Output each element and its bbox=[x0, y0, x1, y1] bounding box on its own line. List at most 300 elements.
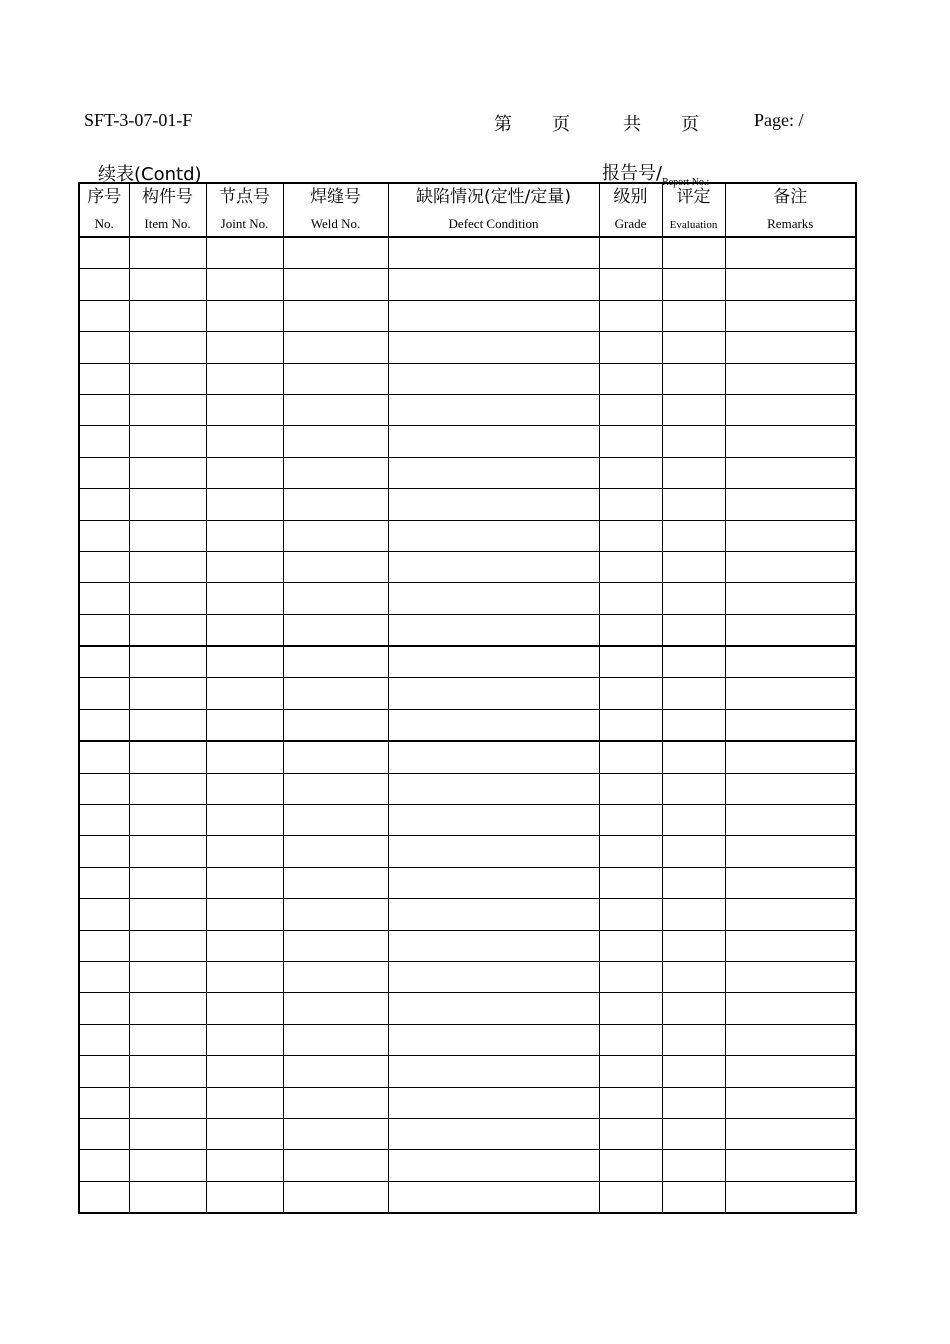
cell-joint-no[interactable] bbox=[206, 583, 283, 614]
cell-evaluation[interactable] bbox=[662, 1056, 725, 1087]
cell-weld-no[interactable] bbox=[283, 269, 388, 300]
cell-defect-condition[interactable] bbox=[388, 961, 599, 992]
cell-defect-condition[interactable] bbox=[388, 1087, 599, 1118]
cell-item-no[interactable] bbox=[129, 269, 206, 300]
cell-grade[interactable] bbox=[599, 867, 662, 898]
cell-grade[interactable] bbox=[599, 551, 662, 582]
col-header-cn: 缺陷情况(定性/定量) bbox=[416, 187, 571, 207]
cell-joint-no[interactable] bbox=[206, 614, 283, 646]
col-header-evaluation bbox=[662, 183, 725, 237]
cell-item-no[interactable] bbox=[129, 583, 206, 614]
cell-item-no[interactable] bbox=[129, 614, 206, 646]
table-row bbox=[79, 773, 856, 804]
cell-no[interactable] bbox=[79, 1150, 129, 1181]
cell-evaluation[interactable] bbox=[662, 805, 725, 836]
cell-evaluation[interactable] bbox=[662, 237, 725, 269]
cell-weld-no[interactable] bbox=[283, 1181, 388, 1213]
cell-item-no[interactable] bbox=[129, 993, 206, 1024]
cell-evaluation[interactable] bbox=[662, 363, 725, 394]
table-row bbox=[79, 1181, 856, 1213]
cell-no[interactable] bbox=[79, 332, 129, 363]
cell-weld-no[interactable] bbox=[283, 678, 388, 709]
cell-defect-condition[interactable] bbox=[388, 332, 599, 363]
cell-remarks[interactable] bbox=[725, 426, 856, 457]
cell-item-no[interactable] bbox=[129, 678, 206, 709]
cell-remarks[interactable] bbox=[725, 1118, 856, 1149]
table-row bbox=[79, 363, 856, 394]
cell-grade[interactable] bbox=[599, 1087, 662, 1118]
cell-remarks[interactable] bbox=[725, 1181, 856, 1213]
cell-grade[interactable] bbox=[599, 300, 662, 331]
cell-remarks[interactable] bbox=[725, 332, 856, 363]
cell-joint-no[interactable] bbox=[206, 836, 283, 867]
cell-defect-condition[interactable] bbox=[388, 614, 599, 646]
cell-item-no[interactable] bbox=[129, 300, 206, 331]
table-row bbox=[79, 457, 856, 488]
table-row bbox=[79, 300, 856, 331]
col-header-en: Grade bbox=[614, 216, 647, 231]
cell-weld-no[interactable] bbox=[283, 741, 388, 773]
col-header-defect-condition bbox=[388, 183, 599, 237]
cell-no[interactable] bbox=[79, 363, 129, 394]
cell-joint-no[interactable] bbox=[206, 773, 283, 804]
cell-no[interactable] bbox=[79, 709, 129, 741]
cell-weld-no[interactable] bbox=[283, 1118, 388, 1149]
cell-joint-no[interactable] bbox=[206, 899, 283, 930]
table-header-row bbox=[79, 183, 856, 237]
cell-remarks[interactable] bbox=[725, 961, 856, 992]
cell-evaluation[interactable] bbox=[662, 836, 725, 867]
table-row bbox=[79, 899, 856, 930]
cell-grade[interactable] bbox=[599, 269, 662, 300]
cell-defect-condition[interactable] bbox=[388, 867, 599, 898]
cell-grade[interactable] bbox=[599, 773, 662, 804]
cell-evaluation[interactable] bbox=[662, 678, 725, 709]
cell-evaluation[interactable] bbox=[662, 741, 725, 773]
cell-defect-condition[interactable] bbox=[388, 709, 599, 741]
cell-no[interactable] bbox=[79, 678, 129, 709]
cell-weld-no[interactable] bbox=[283, 426, 388, 457]
cell-grade[interactable] bbox=[599, 426, 662, 457]
cell-no[interactable] bbox=[79, 426, 129, 457]
cell-item-no[interactable] bbox=[129, 709, 206, 741]
cell-defect-condition[interactable] bbox=[388, 930, 599, 961]
cell-item-no[interactable] bbox=[129, 836, 206, 867]
cell-remarks[interactable] bbox=[725, 709, 856, 741]
cell-evaluation[interactable] bbox=[662, 773, 725, 804]
col-header-en: Evaluation bbox=[669, 219, 718, 231]
col-header-cn: 序号 bbox=[87, 187, 122, 207]
table-row bbox=[79, 867, 856, 898]
total-label-cn: 共 bbox=[623, 114, 641, 135]
cell-weld-no[interactable] bbox=[283, 551, 388, 582]
cell-item-no[interactable] bbox=[129, 489, 206, 520]
cell-weld-no[interactable] bbox=[283, 489, 388, 520]
cell-remarks[interactable] bbox=[725, 899, 856, 930]
inspection-table bbox=[78, 182, 857, 1214]
cell-remarks[interactable] bbox=[725, 269, 856, 300]
cell-evaluation[interactable] bbox=[662, 930, 725, 961]
cell-no[interactable] bbox=[79, 836, 129, 867]
cell-weld-no[interactable] bbox=[283, 805, 388, 836]
cell-no[interactable] bbox=[79, 457, 129, 488]
cell-grade[interactable] bbox=[599, 741, 662, 773]
cell-remarks[interactable] bbox=[725, 678, 856, 709]
cell-grade[interactable] bbox=[599, 805, 662, 836]
cell-remarks[interactable] bbox=[725, 741, 856, 773]
cell-no[interactable] bbox=[79, 646, 129, 678]
col-header-cn: 焊缝号 bbox=[310, 187, 361, 207]
cell-item-no[interactable] bbox=[129, 520, 206, 551]
cell-weld-no[interactable] bbox=[283, 237, 388, 269]
cell-weld-no[interactable] bbox=[283, 520, 388, 551]
cell-defect-condition[interactable] bbox=[388, 1056, 599, 1087]
cell-weld-no[interactable] bbox=[283, 300, 388, 331]
cell-joint-no[interactable] bbox=[206, 678, 283, 709]
cell-remarks[interactable] bbox=[725, 394, 856, 425]
cell-grade[interactable] bbox=[599, 489, 662, 520]
cell-grade[interactable] bbox=[599, 1181, 662, 1213]
table-row bbox=[79, 741, 856, 773]
cell-item-no[interactable] bbox=[129, 332, 206, 363]
cell-item-no[interactable] bbox=[129, 1087, 206, 1118]
cell-item-no[interactable] bbox=[129, 237, 206, 269]
cell-weld-no[interactable] bbox=[283, 836, 388, 867]
cell-joint-no[interactable] bbox=[206, 332, 283, 363]
cell-defect-condition[interactable] bbox=[388, 300, 599, 331]
cell-defect-condition[interactable] bbox=[388, 520, 599, 551]
cell-item-no[interactable] bbox=[129, 1056, 206, 1087]
cell-no[interactable] bbox=[79, 805, 129, 836]
cell-weld-no[interactable] bbox=[283, 709, 388, 741]
cell-grade[interactable] bbox=[599, 678, 662, 709]
cell-remarks[interactable] bbox=[725, 646, 856, 678]
cell-evaluation[interactable] bbox=[662, 646, 725, 678]
cell-item-no[interactable] bbox=[129, 457, 206, 488]
col-header-cn: 构件号 bbox=[142, 187, 193, 207]
cell-weld-no[interactable] bbox=[283, 867, 388, 898]
col-header-item-no bbox=[129, 183, 206, 237]
cell-item-no[interactable] bbox=[129, 805, 206, 836]
cell-evaluation[interactable] bbox=[662, 993, 725, 1024]
table-row bbox=[79, 332, 856, 363]
cell-joint-no[interactable] bbox=[206, 961, 283, 992]
cell-joint-no[interactable] bbox=[206, 930, 283, 961]
cell-joint-no[interactable] bbox=[206, 1056, 283, 1087]
cell-weld-no[interactable] bbox=[283, 993, 388, 1024]
cell-defect-condition[interactable] bbox=[388, 805, 599, 836]
col-header-cn: 节点号 bbox=[219, 187, 270, 207]
cell-remarks[interactable] bbox=[725, 867, 856, 898]
cell-defect-condition[interactable] bbox=[388, 646, 599, 678]
cell-evaluation[interactable] bbox=[662, 426, 725, 457]
cell-joint-no[interactable] bbox=[206, 741, 283, 773]
cell-defect-condition[interactable] bbox=[388, 741, 599, 773]
cell-joint-no[interactable] bbox=[206, 993, 283, 1024]
cell-joint-no[interactable] bbox=[206, 457, 283, 488]
cell-defect-condition[interactable] bbox=[388, 489, 599, 520]
cell-grade[interactable] bbox=[599, 457, 662, 488]
cell-remarks[interactable] bbox=[725, 773, 856, 804]
cell-no[interactable] bbox=[79, 583, 129, 614]
cell-joint-no[interactable] bbox=[206, 426, 283, 457]
col-header-en: Item No. bbox=[144, 216, 191, 231]
cell-evaluation[interactable] bbox=[662, 332, 725, 363]
cell-defect-condition[interactable] bbox=[388, 836, 599, 867]
cell-grade[interactable] bbox=[599, 709, 662, 741]
cell-no[interactable] bbox=[79, 930, 129, 961]
cell-evaluation[interactable] bbox=[662, 583, 725, 614]
cell-no[interactable] bbox=[79, 867, 129, 898]
cell-joint-no[interactable] bbox=[206, 394, 283, 425]
cell-no[interactable] bbox=[79, 520, 129, 551]
cell-item-no[interactable] bbox=[129, 930, 206, 961]
col-header-weld-no bbox=[283, 183, 388, 237]
cell-weld-no[interactable] bbox=[283, 930, 388, 961]
cell-no[interactable] bbox=[79, 741, 129, 773]
cell-joint-no[interactable] bbox=[206, 1024, 283, 1055]
cell-evaluation[interactable] bbox=[662, 1024, 725, 1055]
cell-grade[interactable] bbox=[599, 930, 662, 961]
col-header-en: Joint No. bbox=[220, 216, 269, 231]
cell-no[interactable] bbox=[79, 1024, 129, 1055]
cell-weld-no[interactable] bbox=[283, 394, 388, 425]
cell-joint-no[interactable] bbox=[206, 520, 283, 551]
cell-grade[interactable] bbox=[599, 237, 662, 269]
cell-evaluation[interactable] bbox=[662, 1118, 725, 1149]
cell-grade[interactable] bbox=[599, 1150, 662, 1181]
cell-weld-no[interactable] bbox=[283, 773, 388, 804]
table-row bbox=[79, 237, 856, 269]
cell-remarks[interactable] bbox=[725, 551, 856, 582]
cell-evaluation[interactable] bbox=[662, 899, 725, 930]
cell-joint-no[interactable] bbox=[206, 1087, 283, 1118]
cell-weld-no[interactable] bbox=[283, 961, 388, 992]
contd-label: 续表(Contd) bbox=[98, 164, 202, 185]
cell-weld-no[interactable] bbox=[283, 646, 388, 678]
cell-item-no[interactable] bbox=[129, 646, 206, 678]
cell-item-no[interactable] bbox=[129, 741, 206, 773]
cell-grade[interactable] bbox=[599, 520, 662, 551]
cell-grade[interactable] bbox=[599, 332, 662, 363]
cell-remarks[interactable] bbox=[725, 457, 856, 488]
cell-remarks[interactable] bbox=[725, 489, 856, 520]
col-header-remarks bbox=[725, 183, 856, 237]
cell-evaluation[interactable] bbox=[662, 457, 725, 488]
cell-remarks[interactable] bbox=[725, 237, 856, 269]
cell-defect-condition[interactable] bbox=[388, 457, 599, 488]
cell-remarks[interactable] bbox=[725, 363, 856, 394]
cell-defect-condition[interactable] bbox=[388, 583, 599, 614]
cell-grade[interactable] bbox=[599, 646, 662, 678]
cell-item-no[interactable] bbox=[129, 867, 206, 898]
form-code: SFT-3-07-01-F bbox=[84, 110, 193, 130]
cell-evaluation[interactable] bbox=[662, 867, 725, 898]
cell-remarks[interactable] bbox=[725, 1056, 856, 1087]
col-header-no bbox=[79, 183, 129, 237]
page-of-cn: 页 bbox=[552, 114, 570, 135]
cell-remarks[interactable] bbox=[725, 1087, 856, 1118]
cell-evaluation[interactable] bbox=[662, 551, 725, 582]
cell-joint-no[interactable] bbox=[206, 646, 283, 678]
cell-no[interactable] bbox=[79, 993, 129, 1024]
cell-joint-no[interactable] bbox=[206, 867, 283, 898]
cell-no[interactable] bbox=[79, 961, 129, 992]
cell-evaluation[interactable] bbox=[662, 1150, 725, 1181]
cell-item-no[interactable] bbox=[129, 551, 206, 582]
cell-weld-no[interactable] bbox=[283, 899, 388, 930]
cell-evaluation[interactable] bbox=[662, 961, 725, 992]
cell-remarks[interactable] bbox=[725, 805, 856, 836]
table-row bbox=[79, 269, 856, 300]
cell-joint-no[interactable] bbox=[206, 363, 283, 394]
cell-item-no[interactable] bbox=[129, 961, 206, 992]
cell-weld-no[interactable] bbox=[283, 363, 388, 394]
cell-item-no[interactable] bbox=[129, 1181, 206, 1213]
cell-grade[interactable] bbox=[599, 899, 662, 930]
cell-remarks[interactable] bbox=[725, 583, 856, 614]
col-header-en: No. bbox=[94, 216, 114, 231]
col-header-cn: 级别 bbox=[613, 187, 648, 207]
table-row bbox=[79, 930, 856, 961]
cell-defect-condition[interactable] bbox=[388, 394, 599, 425]
cell-no[interactable] bbox=[79, 1056, 129, 1087]
cell-evaluation[interactable] bbox=[662, 520, 725, 551]
cell-defect-condition[interactable] bbox=[388, 551, 599, 582]
cell-evaluation[interactable] bbox=[662, 300, 725, 331]
cell-defect-condition[interactable] bbox=[388, 993, 599, 1024]
cell-defect-condition[interactable] bbox=[388, 1024, 599, 1055]
cell-no[interactable] bbox=[79, 237, 129, 269]
cell-joint-no[interactable] bbox=[206, 1181, 283, 1213]
cell-grade[interactable] bbox=[599, 583, 662, 614]
cell-weld-no[interactable] bbox=[283, 1024, 388, 1055]
cell-item-no[interactable] bbox=[129, 426, 206, 457]
table-row bbox=[79, 678, 856, 709]
cell-joint-no[interactable] bbox=[206, 269, 283, 300]
cell-evaluation[interactable] bbox=[662, 489, 725, 520]
cell-defect-condition[interactable] bbox=[388, 678, 599, 709]
table-row bbox=[79, 614, 856, 646]
table-row bbox=[79, 520, 856, 551]
cell-defect-condition[interactable] bbox=[388, 1118, 599, 1149]
cell-weld-no[interactable] bbox=[283, 332, 388, 363]
total-of-cn: 页 bbox=[681, 114, 699, 135]
cell-evaluation[interactable] bbox=[662, 709, 725, 741]
cell-no[interactable] bbox=[79, 899, 129, 930]
cell-defect-condition[interactable] bbox=[388, 773, 599, 804]
cell-remarks[interactable] bbox=[725, 300, 856, 331]
cell-grade[interactable] bbox=[599, 1056, 662, 1087]
cell-grade[interactable] bbox=[599, 394, 662, 425]
cell-joint-no[interactable] bbox=[206, 300, 283, 331]
cell-grade[interactable] bbox=[599, 836, 662, 867]
cell-grade[interactable] bbox=[599, 363, 662, 394]
cell-no[interactable] bbox=[79, 551, 129, 582]
page-label-cn: 第 bbox=[494, 114, 512, 135]
table-row bbox=[79, 961, 856, 992]
cell-defect-condition[interactable] bbox=[388, 899, 599, 930]
col-header-grade bbox=[599, 183, 662, 237]
cell-remarks[interactable] bbox=[725, 1024, 856, 1055]
cell-defect-condition[interactable] bbox=[388, 1181, 599, 1213]
cell-remarks[interactable] bbox=[725, 1150, 856, 1181]
table-row bbox=[79, 583, 856, 614]
cell-remarks[interactable] bbox=[725, 614, 856, 646]
col-header-joint-no bbox=[206, 183, 283, 237]
cell-joint-no[interactable] bbox=[206, 489, 283, 520]
cell-evaluation[interactable] bbox=[662, 394, 725, 425]
table-row bbox=[79, 646, 856, 678]
cell-joint-no[interactable] bbox=[206, 237, 283, 269]
cell-weld-no[interactable] bbox=[283, 614, 388, 646]
cell-weld-no[interactable] bbox=[283, 457, 388, 488]
cell-item-no[interactable] bbox=[129, 1024, 206, 1055]
cell-evaluation[interactable] bbox=[662, 1181, 725, 1213]
cell-no[interactable] bbox=[79, 1181, 129, 1213]
cell-joint-no[interactable] bbox=[206, 1118, 283, 1149]
cell-grade[interactable] bbox=[599, 961, 662, 992]
cell-no[interactable] bbox=[79, 489, 129, 520]
cell-grade[interactable] bbox=[599, 614, 662, 646]
cell-no[interactable] bbox=[79, 394, 129, 425]
table-row bbox=[79, 426, 856, 457]
cell-joint-no[interactable] bbox=[206, 805, 283, 836]
cell-joint-no[interactable] bbox=[206, 709, 283, 741]
cell-item-no[interactable] bbox=[129, 1118, 206, 1149]
cell-grade[interactable] bbox=[599, 1024, 662, 1055]
cell-no[interactable] bbox=[79, 269, 129, 300]
table-row bbox=[79, 836, 856, 867]
cell-evaluation[interactable] bbox=[662, 1087, 725, 1118]
cell-item-no[interactable] bbox=[129, 363, 206, 394]
cell-evaluation[interactable] bbox=[662, 614, 725, 646]
cell-weld-no[interactable] bbox=[283, 1056, 388, 1087]
cell-no[interactable] bbox=[79, 300, 129, 331]
cell-grade[interactable] bbox=[599, 1118, 662, 1149]
cell-defect-condition[interactable] bbox=[388, 237, 599, 269]
cell-no[interactable] bbox=[79, 1087, 129, 1118]
cell-item-no[interactable] bbox=[129, 773, 206, 804]
cell-defect-condition[interactable] bbox=[388, 269, 599, 300]
cell-joint-no[interactable] bbox=[206, 551, 283, 582]
cell-item-no[interactable] bbox=[129, 899, 206, 930]
cell-grade[interactable] bbox=[599, 993, 662, 1024]
cell-weld-no[interactable] bbox=[283, 1150, 388, 1181]
col-header-cn: 评定 bbox=[676, 187, 711, 207]
cell-no[interactable] bbox=[79, 1118, 129, 1149]
page-number-label: Page: / bbox=[754, 110, 804, 130]
cell-defect-condition[interactable] bbox=[388, 1150, 599, 1181]
cell-joint-no[interactable] bbox=[206, 1150, 283, 1181]
table-row bbox=[79, 1056, 856, 1087]
cell-item-no[interactable] bbox=[129, 394, 206, 425]
cell-no[interactable] bbox=[79, 773, 129, 804]
col-header-cn: 备注 bbox=[773, 187, 808, 207]
cell-no[interactable] bbox=[79, 614, 129, 646]
cell-remarks[interactable] bbox=[725, 993, 856, 1024]
cell-defect-condition[interactable] bbox=[388, 363, 599, 394]
cell-weld-no[interactable] bbox=[283, 1087, 388, 1118]
cell-weld-no[interactable] bbox=[283, 583, 388, 614]
cell-evaluation[interactable] bbox=[662, 269, 725, 300]
table-row bbox=[79, 1087, 856, 1118]
cell-remarks[interactable] bbox=[725, 836, 856, 867]
cell-item-no[interactable] bbox=[129, 1150, 206, 1181]
cell-remarks[interactable] bbox=[725, 930, 856, 961]
cell-remarks[interactable] bbox=[725, 520, 856, 551]
cell-defect-condition[interactable] bbox=[388, 426, 599, 457]
